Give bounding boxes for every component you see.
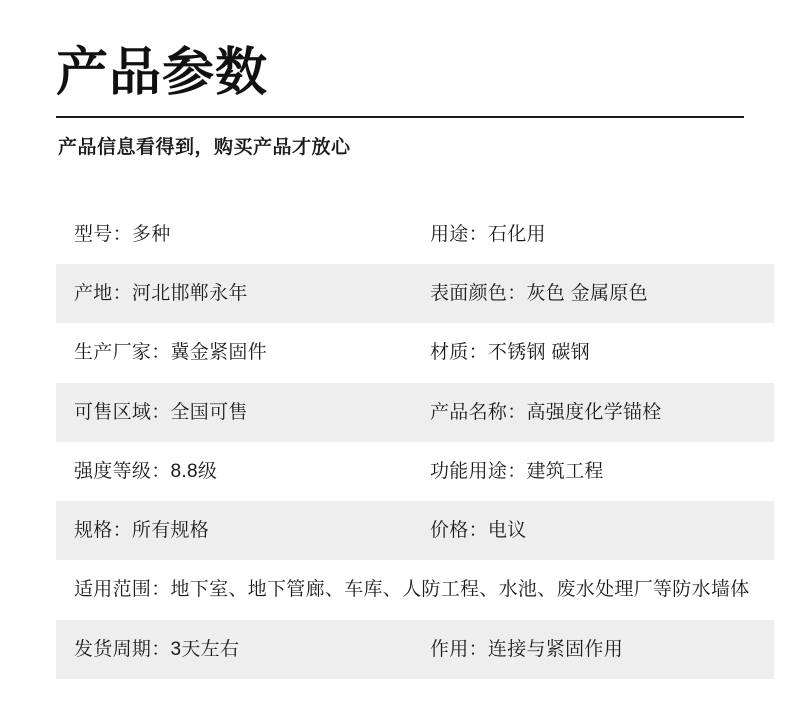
table-row <box>56 560 774 619</box>
spec-cell: 产地：河北邯郸永年 <box>74 283 248 305</box>
spec-cell: 可售区域：全国可售 <box>74 401 248 423</box>
table-row <box>56 205 774 264</box>
page-title: 产品参数 <box>56 44 269 102</box>
table-row <box>56 264 774 323</box>
spec-cell: 产品名称：高强度化学锚栓 <box>430 401 662 423</box>
spec-cell: 生产厂家：冀金紧固件 <box>74 342 268 364</box>
title-divider <box>56 116 744 118</box>
spec-cell: 强度等级：8.8级 <box>74 460 218 482</box>
spec-cell: 发货周期：3天左右 <box>74 638 240 660</box>
table-row <box>56 620 774 679</box>
page-header <box>0 0 800 159</box>
spec-cell: 表面颜色：灰色 金属原色 <box>430 283 648 305</box>
table-row <box>56 323 774 382</box>
spec-cell: 适用范围：地下室、地下管廊、车库、人防工程、水池、废水处理厂等防水墙体 <box>74 579 750 601</box>
spec-cell: 作用：连接与紧固作用 <box>430 638 624 660</box>
spec-cell: 规格：所有规格 <box>74 520 210 542</box>
spec-cell: 功能用途：建筑工程 <box>430 460 604 482</box>
table-row <box>56 383 774 442</box>
spec-cell: 材质：不锈钢 碳钢 <box>430 342 590 364</box>
table-row <box>56 501 774 560</box>
spec-cell: 用途：石化用 <box>430 223 546 245</box>
spec-cell: 型号：多种 <box>74 223 171 245</box>
specifications-body <box>56 205 774 679</box>
spec-cell: 价格：电议 <box>430 520 527 542</box>
specifications-table <box>56 205 774 679</box>
page-subtitle: 产品信息看得到，购买产品才放心 <box>58 136 351 158</box>
table-row <box>56 442 774 501</box>
